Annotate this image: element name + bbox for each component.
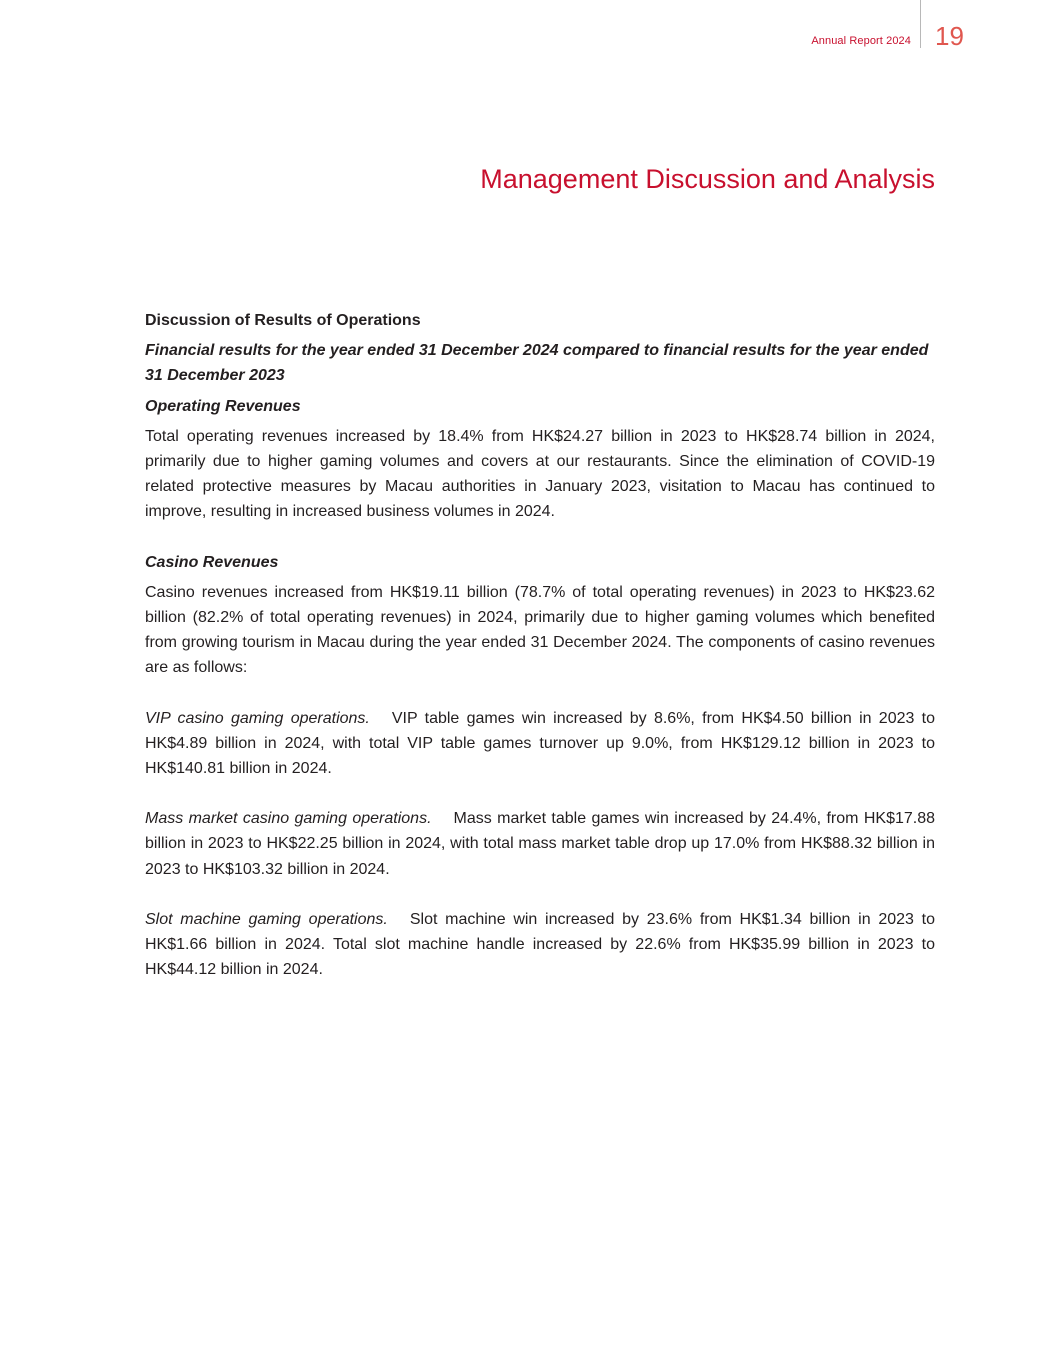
page-number: 19 xyxy=(935,21,964,51)
slot-lead: Slot machine gaming operations. xyxy=(145,910,388,928)
casino-revenues-text: Casino revenues increased from HK$19.11 billion (78.7% of total operating revenues) in 2023 to HK$23.62 billion (82.2% of total operating revenues) in 2024, primarily due to higher gaming volumes which benefited from growing tourism in Macau during the year ended 31 December 2024. The components of casino revenues are as follows: xyxy=(145,583,935,677)
operating-revenues-text: Total operating revenues increased by 18.4% from HK$24.27 billion in 2023 to HK$28.74 billion in 2024, primarily due to higher gaming volumes and covers at our restaurants. Since the elimination of COVID-19 related protective measures by Macau authorities in January 2023, visitation to Macau has continued to improve, resulting in increased business volumes in 2024. xyxy=(145,427,935,521)
results-heading: Discussion of Results of Operations xyxy=(145,312,421,329)
casino-revenues-title: Casino Revenues xyxy=(145,553,279,571)
slot-paragraph xyxy=(145,907,935,983)
results-subheading: Financial results for the year ended 31 December 2024 compared to financial results for the year ended 31 December 2023 xyxy=(145,342,929,385)
mass-paragraph xyxy=(145,806,935,882)
mass-lead: Mass market casino gaming operations. xyxy=(145,810,432,828)
report-label: Annual Report 2024 xyxy=(811,35,911,47)
main-content xyxy=(145,308,935,982)
operating-revenues-title: Operating Revenues xyxy=(145,397,301,415)
vip-paragraph xyxy=(145,706,935,782)
vip-text: VIP table games win increased by 8.6%, from HK$4.50 billion in 2023 to HK$4.89 billion in 2024, with total VIP table games turnover up 9.0%, from HK$129.12 billion in 2023 to HK$140.81 billion in 2024. xyxy=(145,709,936,778)
mass-text: Mass market table games win increased by 24.4%, from HK$17.88 billion in 2023 to HK$22.25 billion in 2024, with total mass market table drop up 17.0% from HK$88.32 billion in 2023 to HK$103.32 billion in 2024. xyxy=(145,810,936,878)
slot-text: Slot machine win increased by 23.6% from HK$1.34 billion in 2023 to HK$1.66 billion in 2024. Total slot machine handle increased by 22.6% from HK$35.99 billion in 2023 to HK$44.12 billion in 2024. xyxy=(145,910,935,979)
vip-lead: VIP casino gaming operations. xyxy=(145,709,370,727)
header-divider xyxy=(920,0,921,48)
section-title: Management Discussion and Analysis xyxy=(480,164,935,194)
